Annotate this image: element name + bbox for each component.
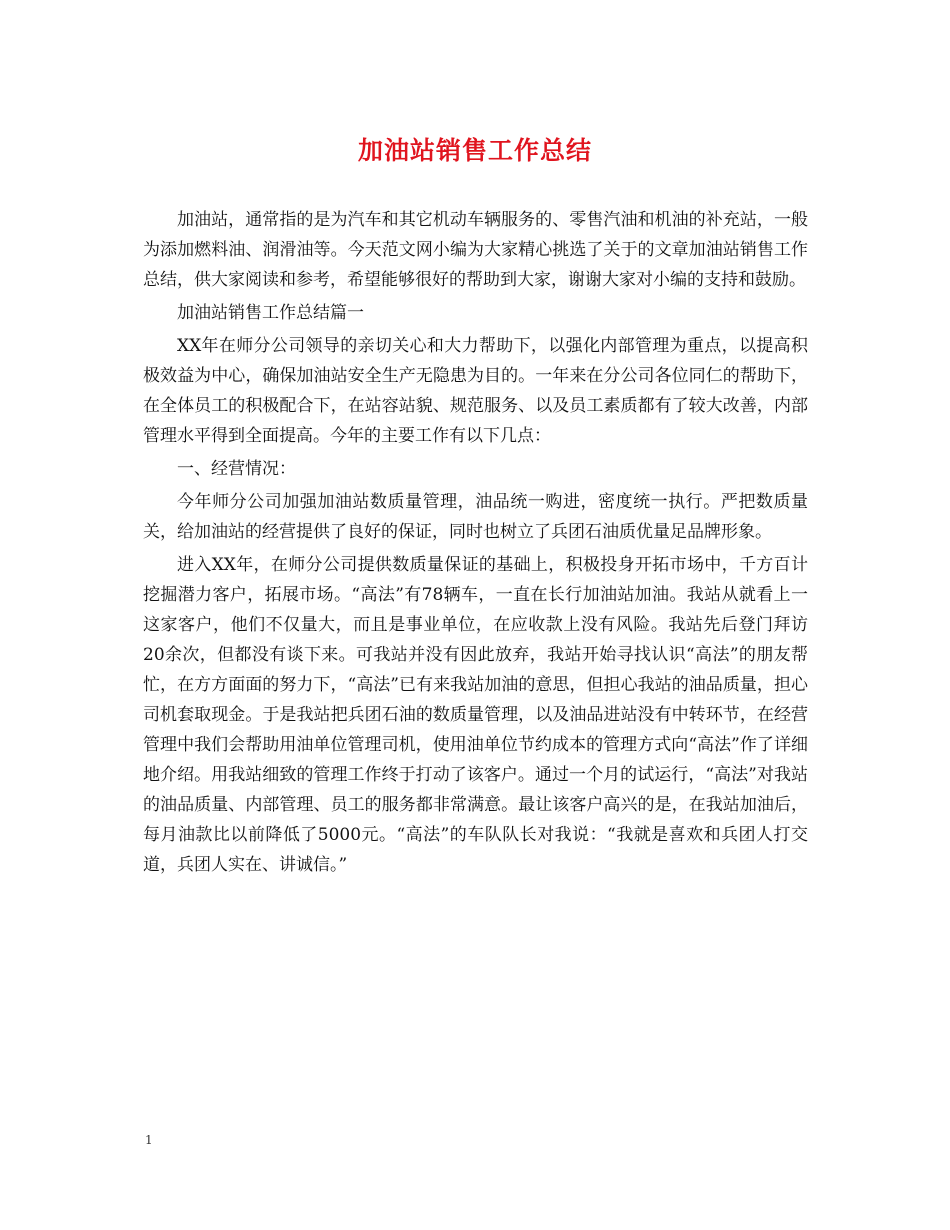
market-paragraph: 进入XX年，在师分公司提供数质量保证的基础上，积极投身开拓市场中，千方百计挖掘潜力客户，拓展市场。“高法”有78辆车，一直在长行加油站加油。我站从就看上一这家客户，他们不仅量大，而且是事业单位，在应收款上没有风险。我站先后登门拜访20余次，但都没有谈下来。可我站并没有因此放弃，我站开始寻找认识“高法”的朋友帮忙，在方方面面的努力下，“高法”已有来我站加油的意思，但担心我站的油品质量，担心司机套取现金。于是我站把兵团石油的数质量管理，以及油品进站没有中转环节，在经营管理中我们会帮助用油单位管理司机，使用油单位节约成本的管理方式向“高法”作了详细地介绍。用我站细致的管理工作终于打动了该客户。通过一个月的试运行，“高法”对我站的油品质量、内部管理、员工的服务都非常满意。最让该客户高兴的是，在我站加油后，每月油款比以前降低了5000元。“高法”的车队队长对我说：“我就是喜欢和兵团人打交道，兵团人实在、讲诚信。” xyxy=(143,555,808,875)
page-number: 1 xyxy=(145,1133,153,1147)
document-title: 加油站销售工作总结 xyxy=(357,136,592,165)
intro-paragraph: 加油站，通常指的是为汽车和其它机动车辆服务的、零售汽油和机油的补充站，一般为添加燃料油、润滑油等。今天范文网小编为大家精心挑选了关于的文章加油站销售工作总结，供大家阅读和参考，希望能够很好的帮助到大家，谢谢大家对小编的支持和鼓励。 xyxy=(143,210,808,290)
summary-paragraph: XX年在师分公司领导的亲切关心和大力帮助下，以强化内部管理为重点，以提高积极效益为中心，确保加油站安全生产无隐患为目的。一年来在分公司各位同仁的帮助下，在全体员工的积极配合下，在站容站貌、规范服务、以及员工素质都有了较大改善，内部管理水平得到全面提高。今年的主要工作有以下几点： xyxy=(143,336,808,446)
section-heading: 加油站销售工作总结篇一 xyxy=(177,303,364,323)
subsection-heading: 一、经营情况： xyxy=(177,459,296,479)
operations-paragraph: 今年师分公司加强加油站数质量管理，油品统一购进，密度统一执行。严把数质量关，给加油站的经营提供了良好的保证，同时也树立了兵团石油质优量足品牌形象。 xyxy=(143,492,808,542)
document-body xyxy=(143,205,808,883)
